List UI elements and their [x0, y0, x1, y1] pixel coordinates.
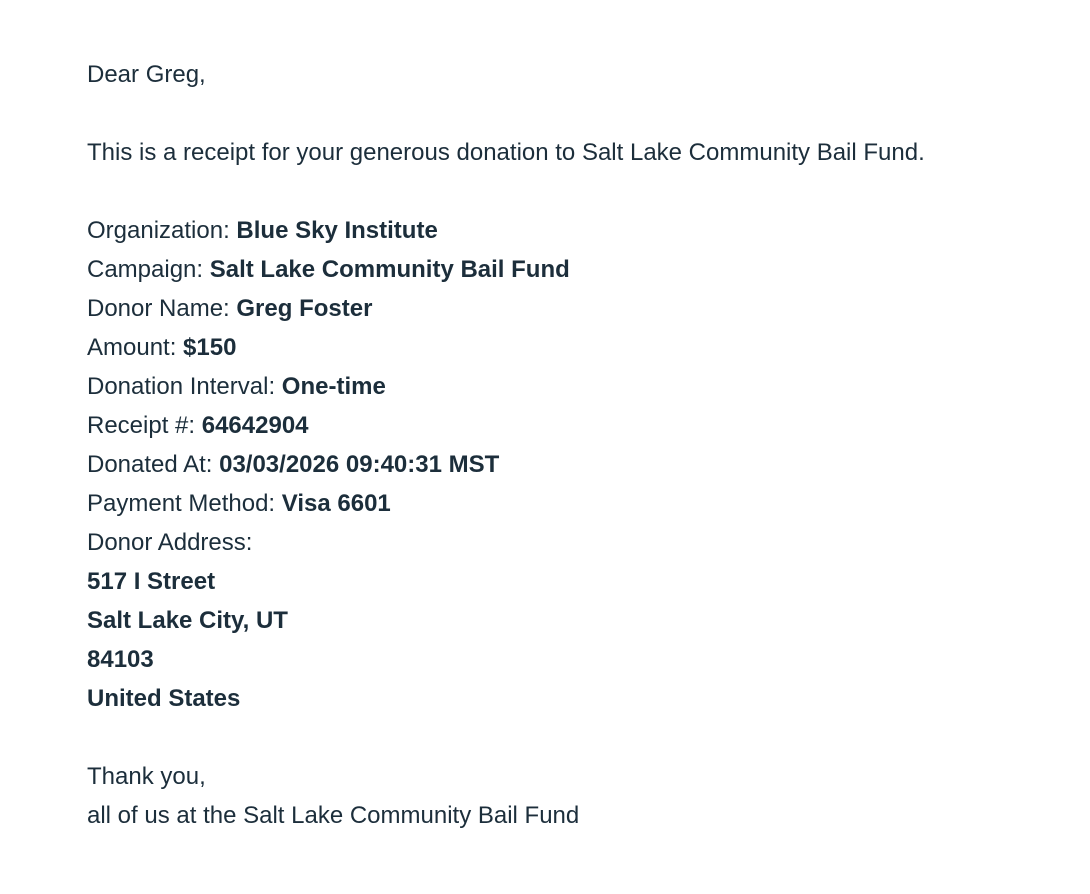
spacer: [87, 172, 1077, 211]
address-line: United States: [87, 685, 241, 712]
address-line: 517 I Street: [87, 568, 216, 595]
field-label: Donated At:: [87, 451, 220, 478]
field-receipt-number: [87, 406, 1077, 445]
field-label: Receipt #:: [87, 412, 202, 439]
address-label: Donor Address:: [87, 529, 253, 556]
field-donated-at: [87, 445, 1077, 484]
field-value: Visa 6601: [281, 490, 391, 517]
address-line: Salt Lake City, UT: [87, 607, 288, 634]
field-label: Organization:: [87, 217, 237, 244]
field-value: Salt Lake Community Bail Fund: [209, 256, 570, 283]
field-label: Donation Interval:: [87, 373, 282, 400]
field-amount: [87, 328, 1077, 367]
field-label: Campaign:: [87, 256, 210, 283]
field-value: Greg Foster: [236, 295, 373, 322]
field-value: Blue Sky Institute: [236, 217, 438, 244]
field-campaign: [87, 250, 1077, 289]
field-label: Donor Name:: [87, 295, 237, 322]
field-value: $150: [183, 334, 237, 361]
closing-signature: all of us at the Salt Lake Community Bail Fund: [87, 802, 580, 829]
closing-thanks: Thank you,: [87, 763, 206, 790]
field-donor-name: [87, 289, 1077, 328]
field-donation-interval: [87, 367, 1077, 406]
field-label: Amount:: [87, 334, 184, 361]
donation-receipt: [87, 55, 1077, 835]
field-label: Payment Method:: [87, 490, 282, 517]
greeting: Dear Greg,: [87, 61, 206, 88]
field-value: 03/03/2026 09:40:31 MST: [219, 451, 500, 478]
spacer: [87, 718, 1077, 757]
field-organization: [87, 211, 1077, 250]
field-value: One-time: [281, 373, 386, 400]
field-payment-method: [87, 484, 1077, 523]
intro-text: This is a receipt for your generous donation to Salt Lake Community Bail Fund.: [87, 139, 925, 166]
address-line: 84103: [87, 646, 154, 673]
spacer: [87, 94, 1077, 133]
field-value: 64642904: [201, 412, 309, 439]
